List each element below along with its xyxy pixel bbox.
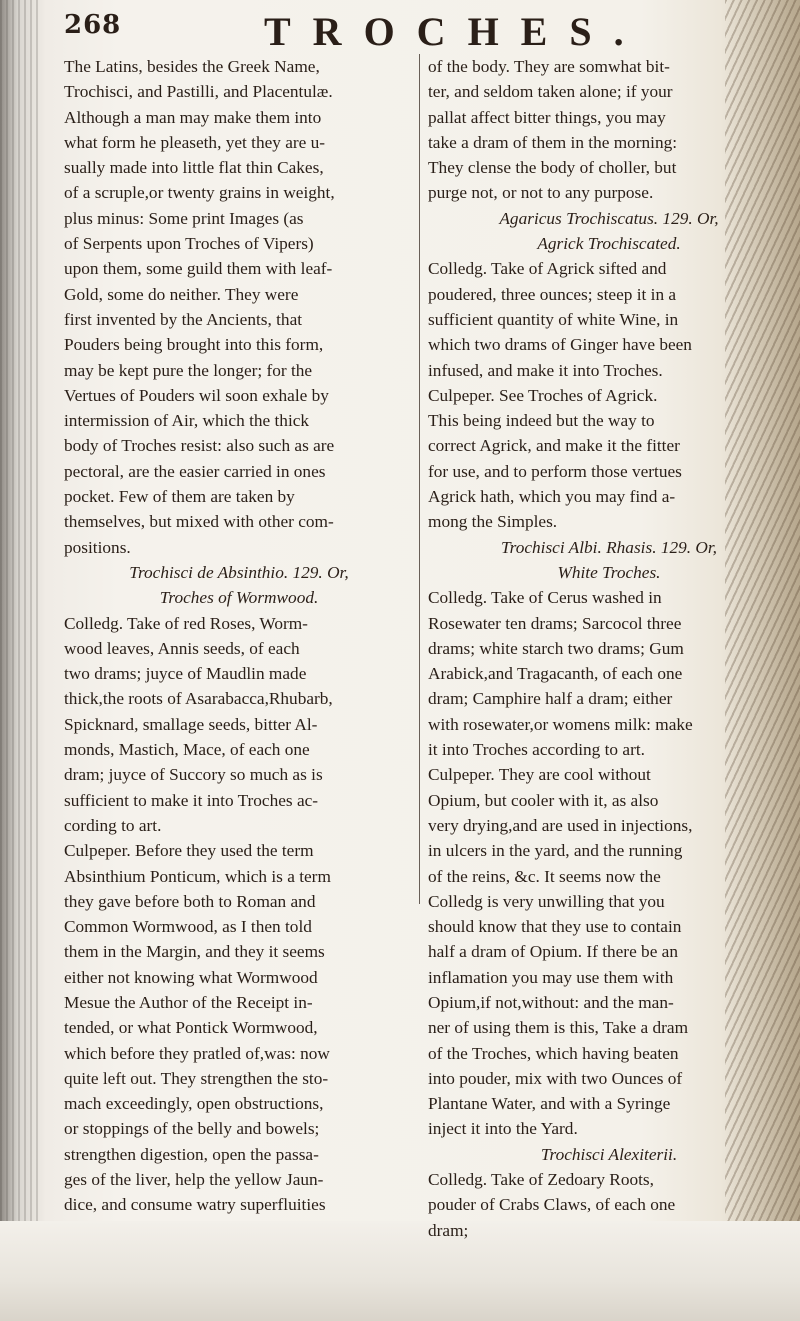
text-line: poudered, three ounces; steep it in a (428, 284, 677, 304)
left-text-column (64, 54, 414, 1218)
text-line: Gold, some do neither. They were (64, 284, 299, 304)
text-line: which two drams of Ginger have been (428, 335, 692, 355)
text-line: Vertues of Pouders wil soon exhale by (64, 385, 329, 405)
text-line: Rosewater ten drams; Sarcocol three (428, 613, 682, 633)
text-line: drams; white starch two drams; Gum (428, 638, 684, 658)
text-line: sufficient to make it into Troches ac- (64, 790, 319, 810)
text-line: Culpeper. They are cool without (428, 765, 651, 785)
text-line: it into Troches according to art. (428, 740, 645, 760)
text-line: body of Troches resist: also such as are (64, 436, 335, 456)
text-line: in ulcers in the yard, and the running (428, 841, 683, 861)
text-line: should know that they use to contain (428, 917, 682, 937)
text-line: plus minus: Some print Images (as (64, 208, 304, 228)
text-line: ges of the liver, help the yellow Jaun- (64, 1170, 324, 1190)
text-line: what form he pleaseth, yet they are u- (64, 132, 326, 152)
text-line: ner of using them is this, Take a dram (428, 1018, 689, 1038)
text-line: two drams; juyce of Maudlin made (64, 664, 307, 684)
text-line: wood leaves, Annis seeds, of each (64, 638, 300, 658)
text-line: Agaricus Trochiscatus. 129. Or, (499, 208, 719, 228)
text-line: Trochisci, and Pastilli, and Placentulæ. (64, 82, 333, 102)
text-line: Although a man may make them into (64, 107, 322, 127)
text-line: very drying,and are used in injections, (428, 815, 693, 835)
text-line: Plantane Water, and with a Syringe (428, 1094, 671, 1114)
text-line: may be kept pure the longer; for the (64, 360, 313, 380)
text-line: Colledg is very unwilling that you (428, 891, 665, 911)
text-line: or stoppings of the belly and bowels; (64, 1119, 320, 1139)
text-line: of Serpents upon Troches of Vipers) (64, 234, 314, 254)
text-line: positions. (64, 537, 131, 557)
text-line: dice, and consume watry superfluities (64, 1195, 326, 1215)
text-line: with rosewater,or womens milk: make (428, 714, 693, 734)
text-line: Common Wormwood, as I then told (64, 917, 312, 937)
text-line: cording to art. (64, 815, 162, 835)
text-line: they gave before both to Roman and (64, 891, 316, 911)
text-line: Spicknard, smallage seeds, bitter Al- (64, 714, 318, 734)
text-line: mong the Simples. (428, 512, 558, 532)
text-line: Opium,if not,without: and the man- (428, 992, 674, 1012)
text-line: first invented by the Ancients, that (64, 309, 303, 329)
text-line: dram; juyce of Succory so much as is (64, 765, 323, 785)
text-line: pallat affect bitter things, you may (428, 107, 666, 127)
text-line: Agrick Trochiscated. (537, 234, 681, 254)
text-line: Mesue the Author of the Receipt in- (64, 992, 313, 1012)
text-line: strengthen digestion, open the passa- (64, 1144, 319, 1164)
text-line: purge not, or not to any purpose. (428, 183, 654, 203)
text-line: monds, Mastich, Mace, of each one (64, 740, 310, 760)
text-line: This being indeed but the way to (428, 411, 655, 431)
page-header (64, 10, 694, 52)
text-line: Colledg. Take of Cerus washed in (428, 588, 662, 608)
text-line: Trochisci de Absinthio. 129. Or, (129, 562, 349, 582)
text-line: of the body. They are somwhat bit- (428, 57, 670, 76)
text-line: Colledg. Take of Agrick sifted and (428, 259, 667, 279)
text-line: Trochisci Albi. Rhasis. 129. Or, (500, 537, 718, 557)
text-line: inflamation you may use them with (428, 967, 674, 987)
text-line: dram; Camphire half a dram; either (428, 689, 673, 709)
text-line: thick,the roots of Asarabacca,Rhubarb, (64, 689, 333, 709)
text-line: for use, and to perform those vertues (428, 461, 682, 481)
text-line: Pouders being brought into this form, (64, 335, 324, 355)
text-line: tended, or what Pontick Wormwood, (64, 1018, 318, 1038)
text-line: The Latins, besides the Greek Name, (64, 57, 320, 76)
text-line: Colledg. Take of red Roses, Worm- (64, 613, 308, 633)
text-line: pectoral, are the easier carried in ones (64, 461, 326, 481)
text-line: They clense the body of choller, but (428, 158, 677, 178)
text-line: pouder of Crabs Claws, of each one (428, 1195, 676, 1215)
text-line: which before they pratled of,was: now (64, 1043, 330, 1063)
text-line: Trochisci Alexiterii. (540, 1144, 678, 1164)
text-line: Culpeper. Before they used the term (64, 841, 314, 861)
text-line: take a dram of them in the morning: (428, 132, 678, 152)
text-line: sually made into little flat thin Cakes, (64, 158, 324, 178)
text-line: dram; (428, 1220, 469, 1240)
text-line: correct Agrick, and make it the fitter (428, 436, 680, 456)
text-line: of a scruple,or twenty grains in weight, (64, 183, 335, 203)
text-line: them in the Margin, and they it seems (64, 942, 325, 962)
text-line: Absinthium Ponticum, which is a term (64, 866, 331, 886)
text-line: half a dram of Opium. If there be an (428, 942, 678, 962)
text-line: upon them, some guild them with leaf- (64, 259, 333, 279)
text-line: of the reins, &c. It seems now the (428, 866, 661, 886)
text-line: Arabick,and Tragacanth, of each one (428, 664, 683, 684)
text-line: intermission of Air, which the thick (64, 411, 310, 431)
text-line: pocket. Few of them are taken by (64, 487, 295, 507)
text-line: ter, and seldom taken alone; if your (428, 82, 673, 102)
text-line: Agrick hath, which you may find a- (428, 487, 676, 507)
text-line: Culpeper. See Troches of Agrick. (428, 385, 658, 405)
text-line: mach exceedingly, open obstructions, (64, 1094, 324, 1114)
text-line: sufficient quantity of white Wine, in (428, 309, 679, 329)
text-line: of the Troches, which having beaten (428, 1043, 679, 1063)
running-title: TROCHES. (264, 9, 646, 54)
text-line: White Troches. (557, 562, 661, 582)
text-line: either not knowing what Wormwood (64, 967, 318, 987)
text-line: inject it into the Yard. (428, 1119, 578, 1139)
text-line: into pouder, mix with two Ounces of (428, 1068, 683, 1088)
column-divider (419, 54, 420, 904)
text-line: themselves, but mixed with other com- (64, 512, 334, 532)
text-line: Colledg. Take of Zedoary Roots, (428, 1170, 654, 1190)
page-number: 268 (64, 10, 122, 40)
text-line: Opium, but cooler with it, as also (428, 790, 659, 810)
right-text-column (428, 54, 790, 1243)
text-line: Troches of Wormwood. (159, 588, 319, 608)
text-line: infused, and make it into Troches. (428, 360, 663, 380)
binding-gutter (0, 0, 42, 1321)
text-line: quite left out. They strengthen the sto- (64, 1068, 329, 1088)
